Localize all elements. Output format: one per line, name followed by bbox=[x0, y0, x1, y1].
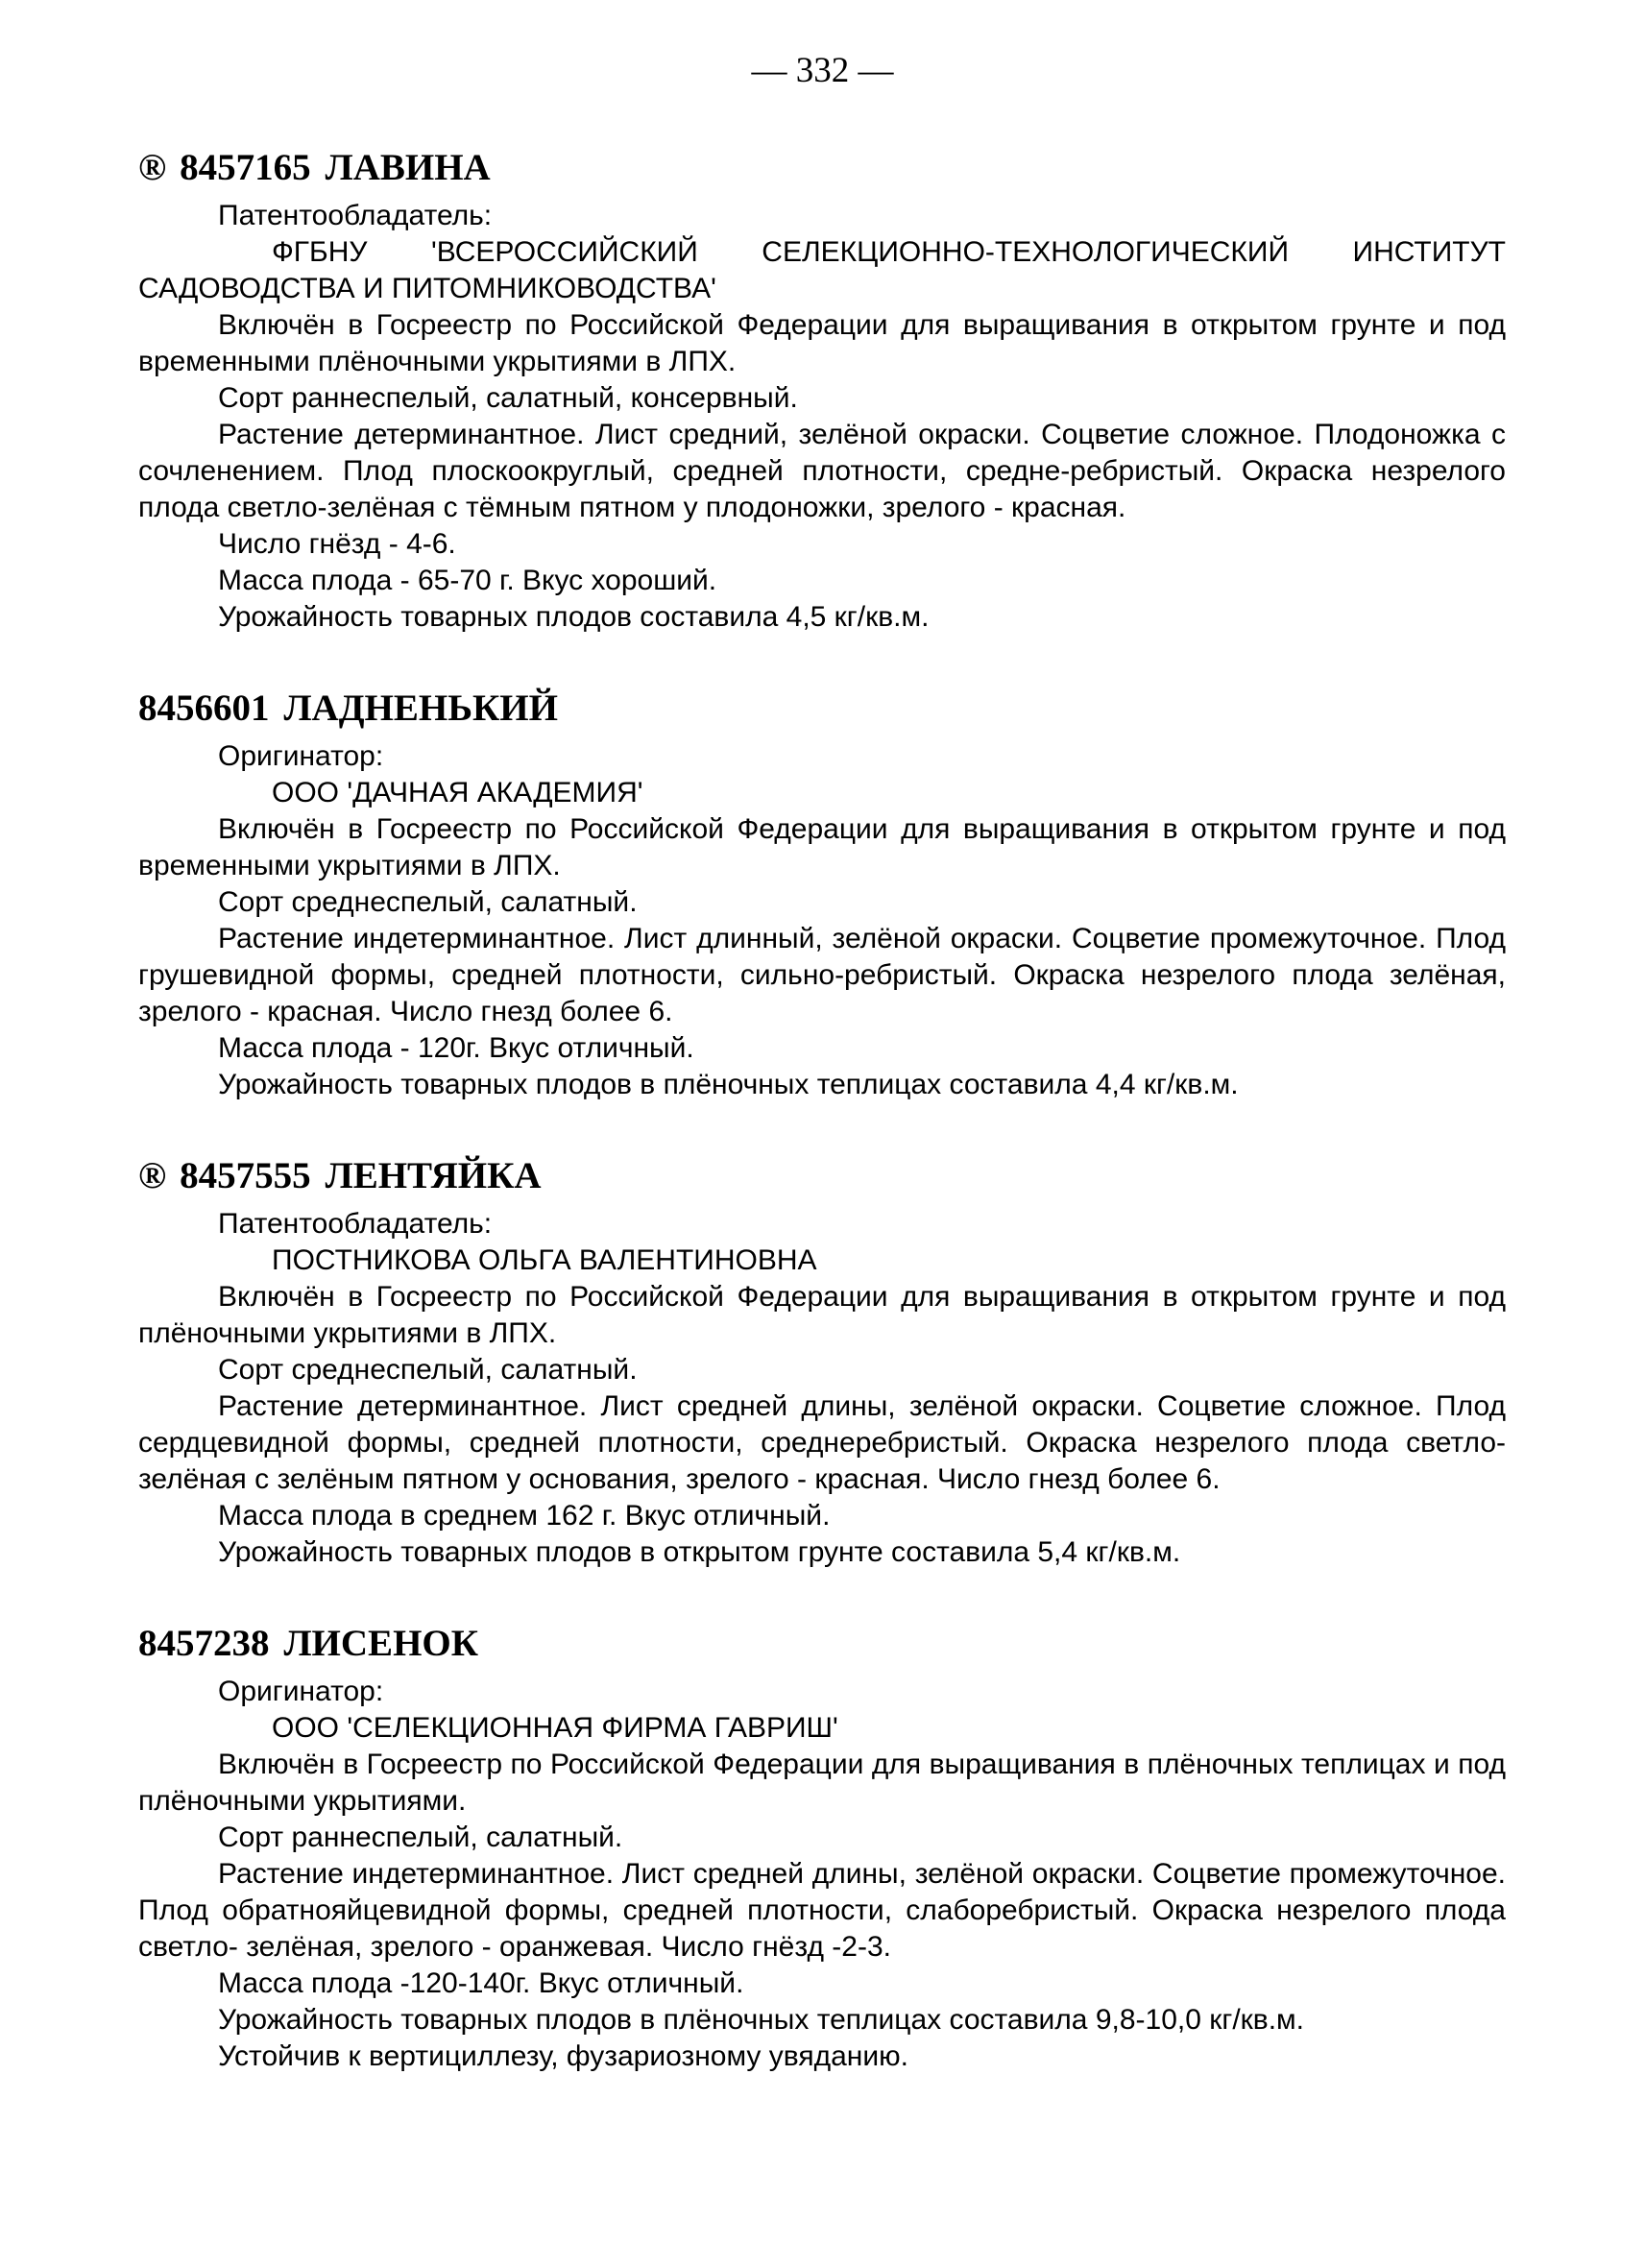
holder-name: ООО 'ДАЧНАЯ АКАДЕМИЯ' bbox=[272, 777, 643, 808]
paragraph: Масса плода -120-140г. Вкус отличный. bbox=[218, 1967, 744, 1999]
variety-name: ЛИСЕНОК bbox=[283, 1623, 479, 1664]
paragraph: Сорт среднеспелый, салатный. bbox=[218, 886, 638, 918]
paragraph: Сорт среднеспелый, салатный. bbox=[218, 1354, 638, 1386]
paragraph: Устойчив к вертициллезу, фузариозному увяданию. bbox=[218, 2040, 908, 2072]
paragraph: Сорт раннеспелый, салатный, консервный. bbox=[218, 382, 798, 414]
role-label: Патентообладатель: bbox=[218, 1208, 493, 1240]
paragraph: Растение детерминантное. Лист средний, зелёной окраски. Соцветие сложное. Плодоножка с сочленением. Плод плоскоокруглый, средней плотности, средне-ребристый. Окраска незрелого плода светло-зелёная с тёмным пятном у плодоножки, зрелого - красная. bbox=[138, 419, 1506, 523]
paragraph: Включён в Госреестр по Российской Федерации для выращивания в открытом грунте и под плёночными укрытиями в ЛПХ. bbox=[138, 1281, 1506, 1349]
holder-name: ФГБНУ 'ВСЕРОССИЙСКИЙ СЕЛЕКЦИОННО-ТЕХНОЛОГИЧЕСКИЙ ИНСТИТУТ САДОВОДСТВА И ПИТОМНИКОВОДСТВА' bbox=[138, 236, 1506, 304]
variety-number: 8457165 bbox=[180, 147, 311, 188]
paragraph: Урожайность товарных плодов в плёночных теплицах составила 4,4 кг/кв.м. bbox=[218, 1069, 1239, 1100]
page-number: — 332 — bbox=[751, 51, 894, 90]
variety-title bbox=[138, 1154, 1506, 1198]
paragraph: Включён в Госреестр по Российской Федерации для выращивания в открытом грунте и под временными плёночными укрытиями в ЛПХ. bbox=[138, 309, 1506, 377]
variety-number: 8456601 bbox=[138, 688, 270, 729]
paragraph: Урожайность товарных плодов составила 4,5 кг/кв.м. bbox=[218, 601, 930, 633]
variety-name: ЛАВИНА bbox=[325, 147, 491, 188]
paragraph: Урожайность товарных плодов в открытом грунте составила 5,4 кг/кв.м. bbox=[218, 1536, 1181, 1568]
paragraph: Число гнёзд - 4-6. bbox=[218, 528, 456, 560]
variety-name: ЛЕНТЯЙКА bbox=[325, 1155, 542, 1196]
role-label: Патентообладатель: bbox=[218, 200, 493, 231]
paragraph: Масса плода в среднем 162 г. Вкус отличный. bbox=[218, 1500, 831, 1532]
paragraph: Включён в Госреестр по Российской Федерации для выращивания в открытом грунте и под временными укрытиями в ЛПХ. bbox=[138, 813, 1506, 881]
paragraph: Сорт раннеспелый, салатный. bbox=[218, 1822, 623, 1853]
holder-name: ПОСТНИКОВА ОЛЬГА ВАЛЕНТИНОВНА bbox=[272, 1244, 817, 1276]
paragraph: Включён в Госреестр по Российской Федерации для выращивания в плёночных теплицах и под плёночными укрытиями. bbox=[138, 1749, 1506, 1817]
paragraph: Масса плода - 120г. Вкус отличный. bbox=[218, 1032, 694, 1064]
variety-title bbox=[138, 687, 1506, 731]
variety-entry bbox=[138, 1154, 1506, 1571]
variety-entry bbox=[138, 687, 1506, 1103]
paragraph: Растение индетерминантное. Лист длинный, зелёной окраски. Соцветие промежуточное. Плод грушевидной формы, средней плотности, сильно-ребристый. Окраска незрелого плода зелёная, зрелого - красная. Число гнезд более 6. bbox=[138, 923, 1506, 1027]
paragraph: Масса плода - 65-70 г. Вкус хороший. bbox=[218, 565, 717, 596]
paragraph: Растение индетерминантное. Лист средней длины, зелёной окраски. Соцветие промежуточное. Плод обратнояйцевидной формы, средней плотности, слаборебристый. Окраска незрелого плода светло- зелёная, зрелого - оранжевая. Число гнёзд -2-3. bbox=[138, 1858, 1506, 1963]
registered-mark-icon: ® bbox=[138, 147, 167, 188]
variety-number: 8457555 bbox=[180, 1155, 311, 1196]
variety-entry bbox=[138, 146, 1506, 636]
variety-number: 8457238 bbox=[138, 1623, 270, 1664]
paragraph: Урожайность товарных плодов в плёночных теплицах составила 9,8-10,0 кг/кв.м. bbox=[218, 2004, 1305, 2036]
registered-mark-icon: ® bbox=[138, 1155, 167, 1196]
variety-entry bbox=[138, 1622, 1506, 2075]
variety-name: ЛАДНЕНЬКИЙ bbox=[283, 688, 558, 729]
role-label: Оригинатор: bbox=[218, 1676, 384, 1707]
role-label: Оригинатор: bbox=[218, 740, 384, 772]
variety-title bbox=[138, 1622, 1506, 1666]
holder-name: ООО 'СЕЛЕКЦИОННАЯ ФИРМА ГАВРИШ' bbox=[272, 1712, 838, 1744]
paragraph: Растение детерминантное. Лист средней длины, зелёной окраски. Соцветие сложное. Плод сердцевидной формы, средней плотности, среднеребристый. Окраска незрелого плода светло-зелёная с зелёным пятном у основания, зрелого - красная. Число гнезд более 6. bbox=[138, 1390, 1506, 1495]
page-content bbox=[138, 146, 1506, 2126]
variety-title bbox=[138, 146, 1506, 190]
